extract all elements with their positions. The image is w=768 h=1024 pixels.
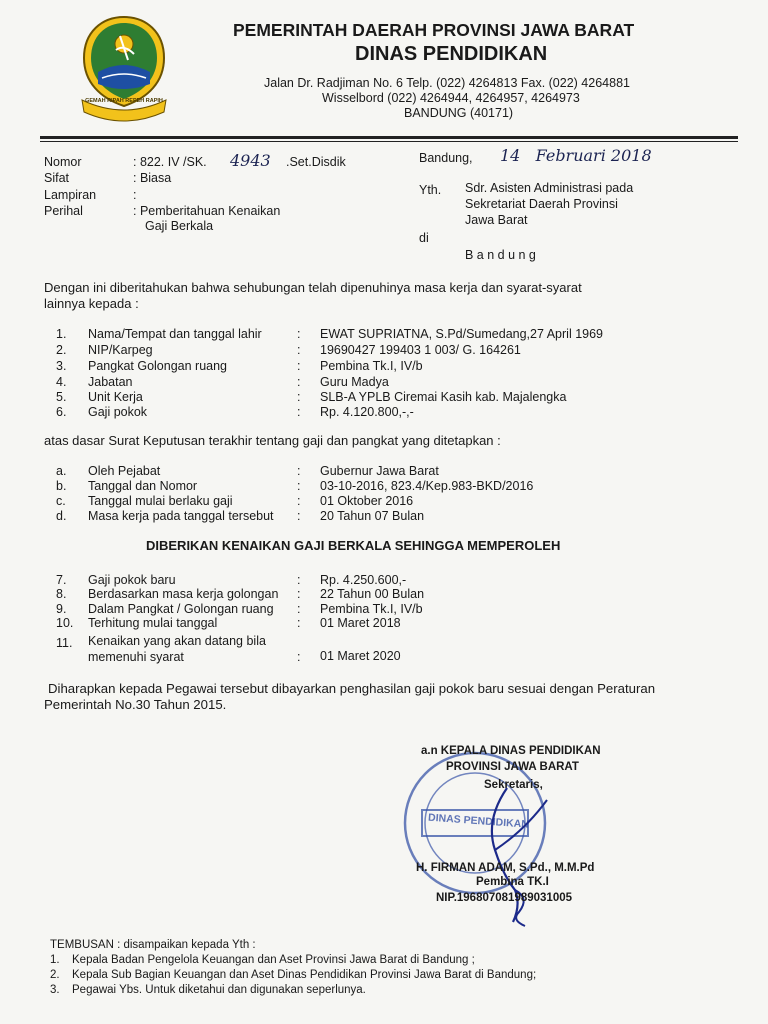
- list-item: d. Masa kerja pada tanggal tersebut : 20 Tahun 07 Bulan: [56, 509, 425, 523]
- stamp-center-text: DINAS PENDIDIKAN: [427, 811, 530, 831]
- sifat-label: Sifat: [44, 171, 70, 185]
- next-raise-label-2: memenuhi syarat: [88, 650, 184, 664]
- nomor-prefix: : 822. IV /SK.: [133, 155, 207, 169]
- nomor-label: Nomor: [44, 155, 82, 169]
- lampiran-label: Lampiran: [44, 188, 97, 202]
- list-item: c. Tanggal mulai berlaku gaji : 01 Oktober 2016: [56, 494, 414, 508]
- letterhead-agency: DINAS PENDIDIKAN: [355, 43, 548, 65]
- signatory-name: H. FIRMAN ADAM, S.Pd., M.M.Pd: [416, 862, 595, 874]
- recipient-line-2: Sekretariat Daerah Provinsi: [465, 197, 618, 211]
- list-item: 2. Kepala Sub Bagian Keuangan dan Aset Dinas Pendidikan Provinsi Jawa Barat di Bandung;: [50, 969, 537, 981]
- perihal-value-2: Gaji Berkala: [145, 219, 214, 233]
- next-raise-colon: :: [297, 650, 301, 664]
- closing-line-2: Pemerintah No.30 Tahun 2015.: [44, 697, 227, 712]
- nomor-handwritten: 4943: [230, 151, 271, 170]
- list-item: 4. Jabatan : Guru Madya: [56, 375, 389, 389]
- perihal-value-1: : Pemberitahuan Kenaikan: [133, 204, 281, 218]
- list-item: 2. NIP/Karpeg : 19690427 199403 1 003/ G. 164261: [56, 343, 521, 357]
- nomor-suffix: .Set.Disdik: [286, 155, 346, 169]
- list-item: 8. Berdasarkan masa kerja golongan : 22 Tahun 00 Bulan: [56, 587, 425, 601]
- letterhead-government: PEMERINTAH DAERAH PROVINSI JAWA BARAT: [233, 20, 635, 40]
- signature-line-1: a.n KEPALA DINAS PENDIDIKAN: [421, 745, 601, 757]
- cc-heading: TEMBUSAN : disampaikan kepada Yth :: [50, 939, 256, 951]
- letterhead-address-1: Jalan Dr. Radjiman No. 6 Telp. (022) 4264813 Fax. (022) 4264881: [264, 76, 630, 90]
- letterhead-rule-thin: [40, 141, 738, 142]
- signature-line-2: PROVINSI JAWA BARAT: [446, 761, 579, 773]
- list-item: 1. Kepala Badan Pengelola Keuangan dan Aset Provinsi Jawa Barat di Bandung ;: [50, 954, 475, 966]
- next-raise-label-1: Kenaikan yang akan datang bila: [88, 634, 266, 648]
- letter-date-handwritten: 14 Februari 2018: [500, 146, 652, 165]
- next-raise-num: 11.: [56, 636, 73, 650]
- granted-heading: DIBERIKAN KENAIKAN GAJI BERKALA SEHINGGA MEMPEROLEH: [146, 538, 561, 553]
- recipient-city: B a n d u n g: [465, 248, 536, 262]
- list-item: 9. Dalam Pangkat / Golongan ruang : Pembina Tk.I, IV/b: [56, 602, 423, 616]
- di-label: di: [419, 231, 429, 245]
- letterhead-rule-thick: [40, 136, 738, 139]
- provincial-emblem: [76, 14, 172, 126]
- basis-text: atas dasar Surat Keputusan terakhir tentang gaji dan pangkat yang ditetapkan :: [44, 433, 501, 448]
- recipient-line-1: Sdr. Asisten Administrasi pada: [465, 181, 634, 195]
- letter-place: Bandung,: [419, 151, 473, 165]
- list-item: 7. Gaji pokok baru : Rp. 4.250.600,-: [56, 573, 407, 587]
- list-item: 6. Gaji pokok : Rp. 4.120.800,-,-: [56, 405, 414, 419]
- list-item: b. Tanggal dan Nomor : 03-10-2016, 823.4/Kep.983-BKD/2016: [56, 479, 534, 493]
- list-item: 10. Terhitung mulai tanggal : 01 Maret 2018: [56, 616, 401, 630]
- signature-line-3: Sekretaris,: [484, 779, 543, 791]
- lampiran-value: :: [133, 188, 137, 202]
- intro-line-1: Dengan ini diberitahukan bahwa sehubungan telah dipenuhinya masa kerja dan syarat-syarat: [44, 280, 582, 295]
- letterhead-address-2: Wisselbord (022) 4264944, 4264957, 4264973: [322, 91, 580, 105]
- emblem-ribbon-text: GEMAH RIPAH REPEH RAPIH: [85, 98, 163, 104]
- sifat-value: : Biasa: [133, 171, 172, 185]
- yth-label: Yth.: [419, 183, 442, 197]
- next-raise-value: 01 Maret 2020: [320, 649, 401, 663]
- perihal-label: Perihal: [44, 204, 83, 218]
- recipient-line-3: Jawa Barat: [465, 213, 528, 227]
- list-item: 3. Pegawai Ybs. Untuk diketahui dan digunakan seperlunya.: [50, 984, 366, 996]
- list-item: 3. Pangkat Golongan ruang : Pembina Tk.I, IV/b: [56, 359, 423, 373]
- handwritten-signature: [455, 780, 575, 930]
- letterhead-address-3: BANDUNG (40171): [404, 106, 514, 120]
- list-item: a. Oleh Pejabat : Gubernur Jawa Barat: [56, 464, 439, 478]
- signatory-nip: NIP.196807081989031005: [436, 892, 573, 904]
- closing-line-1: Diharapkan kepada Pegawai tersebut dibayarkan penghasilan gaji pokok baru sesuai dengan Peraturan: [48, 681, 656, 696]
- list-item: 1. Nama/Tempat dan tanggal lahir : EWAT SUPRIATNA, S.Pd/Sumedang,27 April 1969: [56, 327, 604, 341]
- list-item: 5. Unit Kerja : SLB-A YPLB Ciremai Kasih kab. Majalengka: [56, 390, 567, 404]
- signatory-rank: Pembina TK.I: [476, 876, 549, 888]
- intro-line-2: lainnya kepada :: [44, 296, 139, 311]
